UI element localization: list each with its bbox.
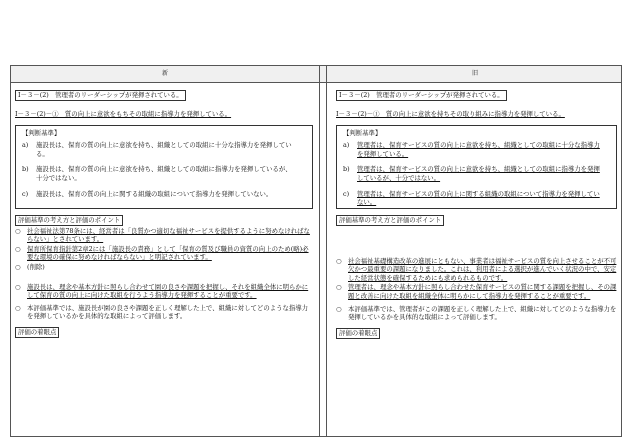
criteria-title: 【判断基準】 — [343, 128, 382, 137]
table-header — [11, 66, 621, 83]
criteria-item — [343, 165, 611, 182]
point-item: ○ 施設長は、理念や基本方針に照らし合わせて園の良さや課題を把握し、それを組織全体に明らかにして保育の質の向上に向けた取組を行うよう指導力を発揮することが重要です。 — [15, 282, 309, 300]
point-item: ○ 管理者は、理念や基本方針に照らし合わせた保育サービスの質に関する課題を把握し、その課題と改善に向けた取組を組織全体に明らかにして指導力を発揮することが重要です。 — [336, 283, 617, 300]
section-heading: Ⅰ－３－(2) 管理者のリーダーシップが発揮されている。 — [336, 90, 507, 101]
criteria-text: 管理者は、保育サービスの質の向上に意欲を持ち、組織としての取組に十分な指導力を発揮している。 — [357, 141, 600, 158]
criteria-label: b) — [22, 165, 29, 174]
criteria-item — [343, 190, 611, 207]
criteria-item — [22, 141, 307, 158]
comparison-table — [10, 65, 622, 437]
point-item: ○ 社会福祉法第78条には、経営者は「良質かつ適切な福祉サービスを提供するように努めなければならない」とされています。 — [15, 226, 310, 244]
new-column-header: 新 — [161, 70, 168, 77]
subsection-heading: Ⅰ－３－(2)－① 質の向上に意欲を持ちその取り組みに指導力を発揮している。 — [336, 110, 565, 118]
criteria-label: c) — [22, 189, 29, 198]
old-column-header: 旧 — [471, 70, 478, 77]
point-item: ○ 保育所保育指針第2章2には「施設長の責務」として「保育の質及び職員の資質の向上のため(略)必要な環境の確保に努めなければならない」と明記されています。 — [15, 244, 309, 262]
point-item: ○ (削除) — [15, 262, 45, 271]
points-title: 評価基準の考え方と評価のポイント — [15, 215, 123, 226]
criteria-item — [22, 165, 307, 182]
criteria-text: 管理者は、保育サービスの質の向上に関する組織の取組について指導力を発揮していない。 — [357, 189, 600, 207]
criteria-text: 施設長は、保育の質の向上に意欲を持ち、組織としての取組に指導力を発揮しているが、十分ではない。 — [36, 165, 292, 182]
point-item: ○ 本評価基準では、管理者がこの課題を正しく理解した上で、組織に対してどのような指導力を発揮しているかを具体的な取組によって評価します。 — [336, 304, 617, 322]
criteria-text: 施設長は、保育の質の向上に関する組織の取組について指導力を発揮していない。 — [36, 189, 273, 198]
criteria-title: 【判断基準】 — [22, 128, 61, 137]
point-item: ○ 本評価基準では、施設長が園の良さや課題を正しく理解した上で、組織に対してどのような指導力を発揮しているかを具体的な取組によって評価します。 — [15, 303, 309, 321]
viewpoint-title: 評価の着眼点 — [336, 328, 380, 339]
viewpoint-title: 評価の着眼点 — [15, 327, 59, 338]
point-item: ○ 社会福祉基礎構造改革の進展にともない、事業者は福祉サービスの質を向上させることが不可欠かつ最重要の課題になりました。これは、利用者による選択が進んでいく状況の中で、安定した経営状態を確保するためにも求められるものです。 — [336, 256, 617, 282]
criteria-label: c) — [343, 189, 350, 198]
criteria-label: a) — [343, 141, 350, 150]
judgment-criteria-box — [15, 125, 313, 209]
points-title: 評価基準の考え方と評価のポイント — [336, 215, 444, 226]
old-column — [336, 90, 617, 339]
criteria-text: 管理者は、保育サービスの質の向上に意欲を持ち、組織としての取組に指導力を発揮しているが、十分ではない。 — [357, 165, 600, 182]
criteria-text: 施設長は、保育の質の向上に意欲を持ち、組織としての取組に十分な指導力を発揮している。 — [36, 141, 292, 158]
new-column — [15, 90, 313, 338]
column-divider — [319, 66, 327, 436]
criteria-item — [22, 190, 307, 199]
section-heading: Ⅰ－３－(2) 管理者のリーダーシップが発揮されている。 — [15, 90, 186, 101]
criteria-item — [343, 141, 611, 158]
criteria-label: b) — [343, 165, 350, 174]
criteria-label: a) — [22, 141, 29, 150]
judgment-criteria-box — [336, 125, 617, 209]
subsection-heading: Ⅰ－３－(2)－① 質の向上に意欲をもちその取組に指導力を発揮している。 — [15, 110, 232, 118]
